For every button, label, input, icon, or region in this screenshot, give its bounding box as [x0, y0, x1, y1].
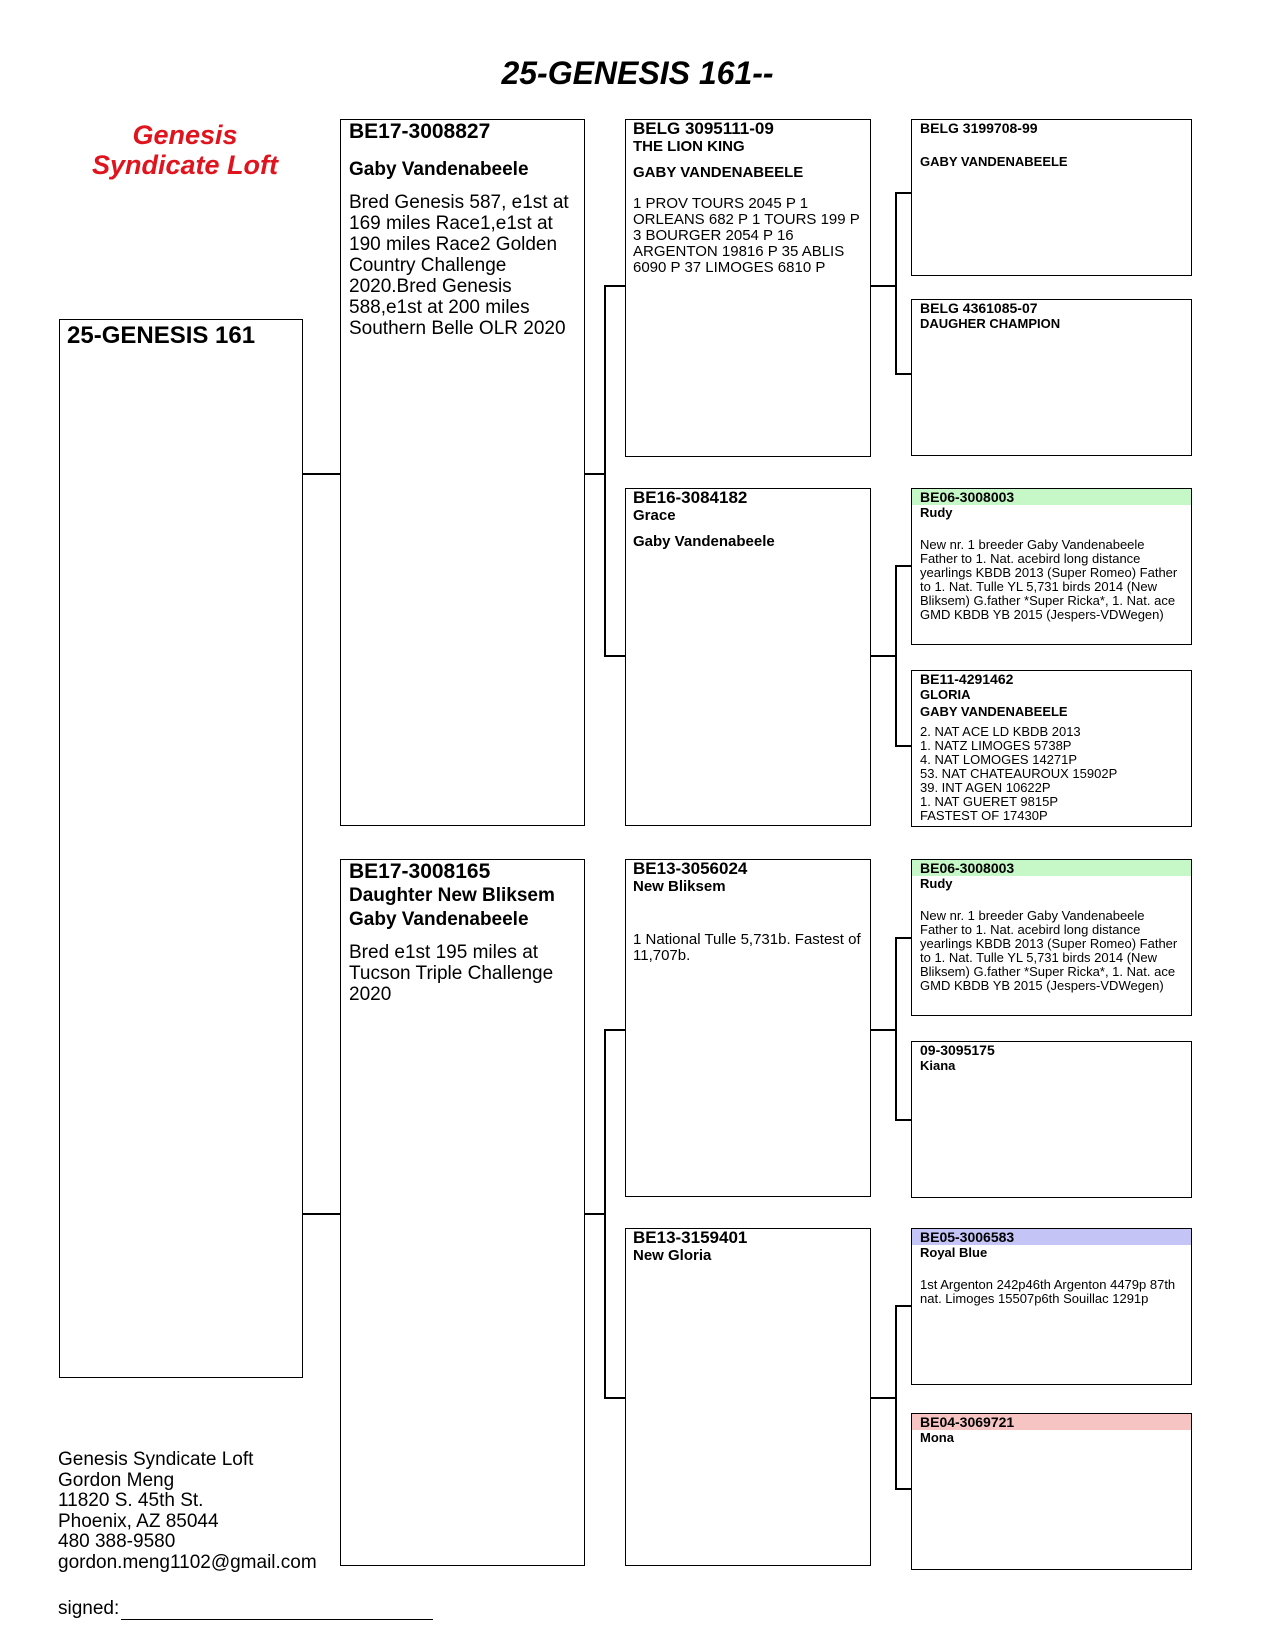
connector-line [585, 1213, 605, 1215]
subject-box [59, 319, 303, 1378]
sdd-name: GLORIA [920, 687, 971, 702]
connector-line [895, 565, 897, 747]
contact-email: gordon.meng1102@gmail.com [58, 1551, 317, 1573]
contact-block [58, 1450, 317, 1573]
contact-street: 11820 S. 45th St. [58, 1490, 204, 1511]
sire-ring: BE17-3008827 [349, 120, 491, 143]
ddd-box [911, 1413, 1192, 1570]
dds-box [911, 1228, 1192, 1385]
dss-note: New nr. 1 breeder Gaby Vandenabeele Father to 1. Nat. acebird long distance yearlings KBDB 2013 (Super Romeo) Father to 1. Nat. Tulle YL 5,731 birds 2014 (New Bliksem) G.father *Super Ricka*, 1. Nat. ace GMD KBDB YB 2015 (Jespers-VDWegen) [920, 908, 1178, 993]
connector-line [871, 1397, 896, 1399]
sdd-note-line: 1. NAT GUERET 9815P [920, 794, 1059, 809]
connector-line [871, 285, 896, 287]
dam-ring: BE17-3008165 [349, 860, 491, 883]
dam-dam-box [625, 1228, 871, 1566]
dsd-box [911, 1041, 1192, 1198]
sire-sire-note: 1 PROV TOURS 2045 P 1 ORLEANS 682 P 1 TOURS 199 P 3 BOURGER 2054 P 16 ARGENTON 19816 P 35 ABLIS 6090 P 37 LIMOGES 6810 P [633, 195, 860, 276]
ssd-ring: BELG 4361085-07 [920, 300, 1038, 316]
loft-logo-text [60, 120, 310, 180]
dam-sire-box [625, 859, 871, 1197]
sds-name: Rudy [920, 505, 953, 520]
subject-ring: 25-GENESIS 161 [67, 322, 256, 349]
connector-line [604, 1397, 625, 1399]
signed-label: signed: [58, 1598, 120, 1619]
ddd-name: Mona [920, 1430, 954, 1445]
sdd-ring: BE11-4291462 [920, 671, 1014, 687]
connector-line [604, 285, 625, 287]
connector-line [303, 1213, 340, 1215]
page-title: 25-GENESIS 161-- [501, 55, 774, 91]
connector-line [895, 192, 911, 194]
sss-name: GABY VANDENABEELE [920, 154, 1068, 169]
dss-ring: BE06-3008003 [912, 860, 1191, 876]
ddd-ring: BE04-3069721 [912, 1414, 1191, 1430]
connector-line [871, 655, 896, 657]
sire-dam-breeder: Gaby Vandenabeele [633, 533, 775, 550]
dam-box [340, 859, 585, 1566]
sdd-breeder: GABY VANDENABEELE [920, 704, 1068, 719]
sire-sire-breeder: GABY VANDENABEELE [633, 164, 804, 181]
connector-line [895, 373, 911, 375]
connector-line [895, 1488, 911, 1490]
contact-city: Phoenix, AZ 85044 [58, 1510, 219, 1532]
sire-box [340, 119, 585, 826]
dsd-ring: 09-3095175 [920, 1042, 995, 1058]
contact-phone: 480 388-9580 [58, 1531, 176, 1552]
dam-name: Daughter New Bliksem [349, 885, 555, 906]
sire-sire-box [625, 119, 871, 457]
dsd-name: Kiana [920, 1058, 956, 1073]
sdd-note-line: FASTEST OF 17430P [920, 808, 1048, 823]
sire-dam-name: Grace [633, 507, 676, 524]
connector-line [895, 1305, 897, 1490]
connector-line [895, 1119, 911, 1121]
connector-line [895, 937, 911, 939]
sdd-note-line: 53. NAT CHATEAUROUX 15902P [920, 766, 1118, 781]
dam-sire-name: New Bliksem [633, 878, 726, 895]
sire-note: Bred Genesis 587, e1st at 169 miles Race1,e1st at 190 miles Race2 Golden Country Challenge 2020.Bred Genesis 588,e1st at 200 miles Southern Belle OLR 2020 [349, 192, 569, 339]
connector-line [604, 1029, 625, 1031]
connector-line [895, 937, 897, 1121]
connector-line [604, 285, 606, 657]
sdd-note [912, 725, 1191, 823]
dds-note: 1st Argenton 242p46th Argenton 4479p 87th nat. Limoges 15507p6th Souillac 1291p [920, 1277, 1176, 1306]
connector-line [604, 655, 625, 657]
dss-name: Rudy [920, 876, 953, 891]
sss-box [911, 119, 1192, 276]
connector-line [871, 1029, 896, 1031]
sdd-note-line: 1. NATZ LIMOGES 5738P [920, 738, 1072, 753]
ssd-box [911, 299, 1192, 456]
sds-note: New nr. 1 breeder Gaby Vandenabeele Father to 1. Nat. acebird long distance yearlings KBDB 2013 (Super Romeo) Father to 1. Nat. Tulle YL 5,731 birds 2014 (New Bliksem) G.father *Super Ricka*, 1. Nat. ace GMD KBDB YB 2015 (Jespers-VDWegen) [920, 537, 1178, 622]
dss-box [911, 859, 1192, 1016]
connector-line [895, 192, 897, 375]
contact-person: Gordon Meng [58, 1469, 175, 1491]
dam-dam-name: New Gloria [633, 1247, 712, 1264]
connector-line [895, 1305, 911, 1307]
connector-line [585, 473, 605, 475]
sdd-note-line: 39. INT AGEN 10622P [920, 780, 1051, 795]
dds-ring: BE05-3006583 [912, 1229, 1191, 1245]
sire-name: Gaby Vandenabeele [349, 159, 529, 180]
ssd-name: DAUGHER CHAMPION [920, 316, 1061, 331]
sds-ring: BE06-3008003 [912, 489, 1191, 505]
sds-box [911, 488, 1192, 645]
sire-sire-name: THE LION KING [633, 138, 745, 155]
connector-line [895, 745, 911, 747]
sire-dam-box [625, 488, 871, 826]
dam-note: Bred e1st 195 miles at Tucson Triple Challenge 2020 [349, 942, 554, 1005]
sdd-note-line: 4. NAT LOMOGES 14271P [920, 752, 1078, 767]
sire-dam-ring: BE16-3084182 [633, 488, 748, 507]
connector-line [303, 473, 340, 475]
signature-blank [121, 1601, 433, 1620]
dam-sire-note: 1 National Tulle 5,731b. Fastest of 11,707b. [633, 931, 861, 964]
dam-dam-ring: BE13-3159401 [633, 1228, 748, 1247]
loft-name-line1: Genesis [132, 120, 238, 150]
loft-name-line2: Syndicate Loft [91, 150, 279, 180]
connector-line [895, 565, 911, 567]
signature-line [58, 1598, 433, 1620]
sdd-note-line: 2. NAT ACE LD KBDB 2013 [920, 724, 1081, 739]
contact-loft: Genesis Syndicate Loft [58, 1449, 254, 1470]
dam-sire-ring: BE13-3056024 [633, 859, 748, 878]
sdd-box [911, 670, 1192, 827]
dds-name: Royal Blue [920, 1245, 988, 1260]
sss-ring: BELG 3199708-99 [920, 120, 1038, 136]
dam-breeder: Gaby Vandenabeele [349, 909, 529, 930]
connector-line [604, 1029, 606, 1399]
sire-sire-ring: BELG 3095111-09 [633, 119, 774, 138]
